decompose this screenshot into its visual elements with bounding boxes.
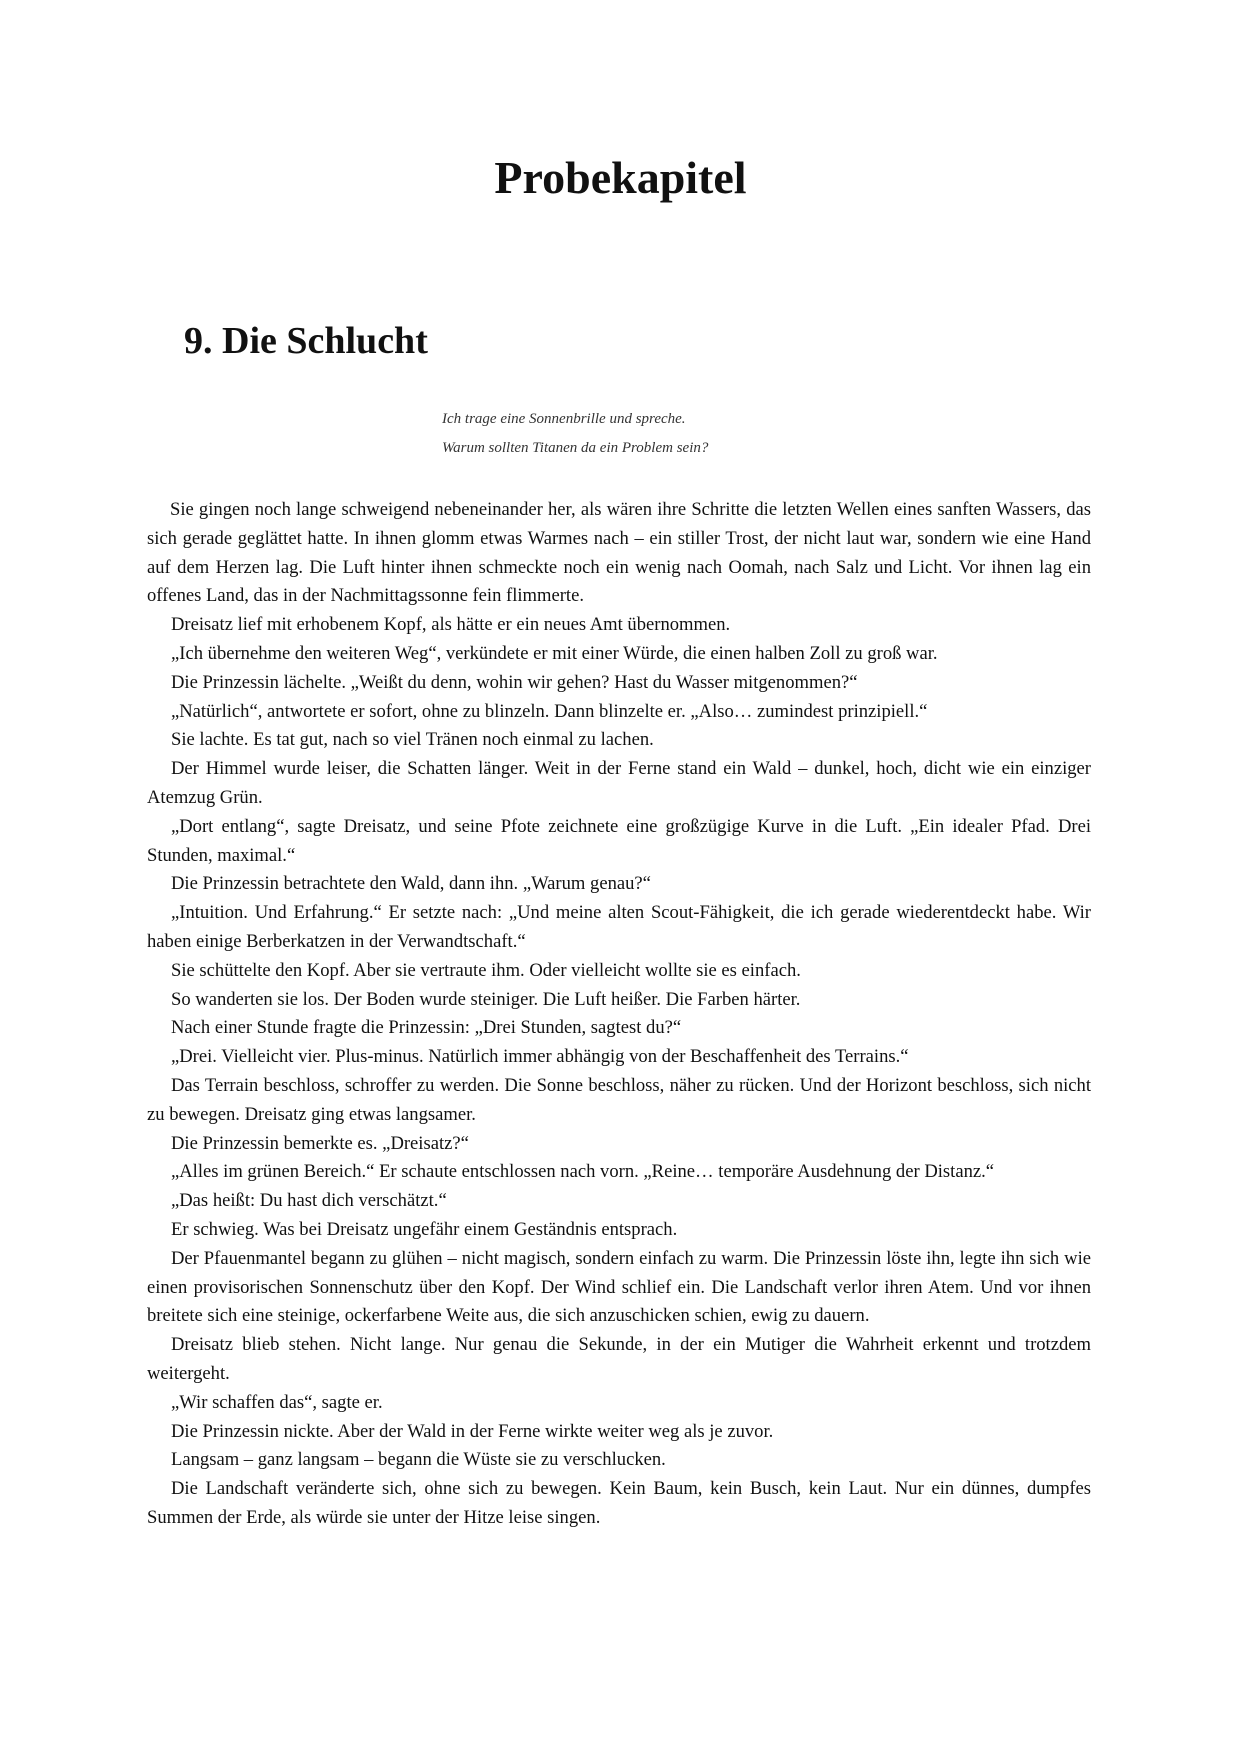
chapter-body xyxy=(147,496,1091,1533)
epigraph xyxy=(442,405,708,463)
paragraph: „Dort entlang“, sagte Dreisatz, und seine Pfote zeichnete eine großzügige Kurve in die Luft. „Ein idealer Pfad. Drei Stunden, maximal.“ xyxy=(147,815,1091,866)
paragraph: „Wir schaffen das“, sagte er. xyxy=(171,1391,383,1413)
paragraph: Das Terrain beschloss, schroffer zu werden. Die Sonne beschloss, näher zu rücken. Und der Horizont beschloss, sich nicht zu bewegen. Dreisatz ging etwas langsamer. xyxy=(147,1074,1091,1125)
paragraph: „Ich übernehme den weiteren Weg“, verkündete er mit einer Würde, die einen halben Zoll zu groß war. xyxy=(171,642,938,664)
paragraph: Sie gingen noch lange schweigend nebeneinander her, als wären ihre Schritte die letzten Wellen eines sanften Wassers, das sich gerade geglättet hatte. In ihnen glomm etwas Warmes nach – ein stiller Trost, der nicht laut war, sondern wie eine Hand auf dem Herzen lag. Die Luft hinter ihnen schmeckte noch ein wenig nach Oomah, nach Salz und Licht. Vor ihnen lag ein offenes Land, das in der Nachmittagssonne fein flimmerte. xyxy=(147,499,1091,607)
paragraph: „Drei. Vielleicht vier. Plus-minus. Natürlich immer abhängig von der Beschaffenheit des Terrains.“ xyxy=(171,1046,909,1068)
paragraph: Der Pfauenmantel begann zu glühen – nicht magisch, sondern einfach zu warm. Die Prinzessin löste ihn, legte ihn sich wie einen provisorischen Sonnenschutz über den Kopf. Der Wind schlief ein. Die Landschaft verlor ihren Atem. Und vor ihnen breitete sich eine steinige, ockerfarbene Weite aus, die sich anzuschicken schien, ewig zu dauern. xyxy=(147,1247,1091,1327)
paragraph: Sie lachte. Es tat gut, nach so viel Tränen noch einmal zu lachen. xyxy=(171,729,654,751)
paragraph: „Das heißt: Du hast dich verschätzt.“ xyxy=(171,1190,447,1212)
paragraph: Der Himmel wurde leiser, die Schatten länger. Weit in der Ferne stand ein Wald – dunkel, hoch, dicht wie ein einziger Atemzug Grün. xyxy=(147,758,1091,808)
paragraph: Sie schüttelte den Kopf. Aber sie vertraute ihm. Oder vielleicht wollte sie es einfach. xyxy=(171,959,801,981)
paragraph: Dreisatz lief mit erhobenem Kopf, als hätte er ein neues Amt übernommen. xyxy=(171,614,731,636)
paragraph: Die Prinzessin nickte. Aber der Wald in der Ferne wirkte weiter weg als je zuvor. xyxy=(171,1420,774,1442)
paragraph: „Natürlich“, antwortete er sofort, ohne zu blinzeln. Dann blinzelte er. „Also… zumindest prinzipiell.“ xyxy=(171,700,928,722)
book-title: Probekapitel xyxy=(494,152,747,203)
chapter-title: 9. Die Schlucht xyxy=(184,320,428,362)
paragraph: „Alles im grünen Bereich.“ Er schaute entschlossen nach vorn. „Reine… temporäre Ausdehnung der Distanz.“ xyxy=(171,1161,995,1183)
paragraph: Dreisatz blieb stehen. Nicht lange. Nur genau die Sekunde, in der ein Mutiger die Wahrheit erkennt und trotzdem weitergeht. xyxy=(147,1334,1091,1384)
paragraph: Er schwieg. Was bei Dreisatz ungefähr einem Geständnis entsprach. xyxy=(171,1218,678,1240)
paragraph: Die Prinzessin betrachtete den Wald, dann ihn. „Warum genau?“ xyxy=(171,873,651,895)
epigraph-line: Warum sollten Titanen da ein Problem sein? xyxy=(442,440,709,456)
paragraph: Die Prinzessin lächelte. „Weißt du denn, wohin wir gehen? Hast du Wasser mitgenommen?“ xyxy=(171,671,858,693)
paragraph: Die Landschaft veränderte sich, ohne sich zu bewegen. Kein Baum, kein Busch, kein Laut. Nur ein dünnes, dumpfes Summen der Erde, als würde sie unter der Hitze leise singen. xyxy=(147,1478,1091,1528)
paragraph: Nach einer Stunde fragte die Prinzessin: „Drei Stunden, sagtest du?“ xyxy=(171,1017,682,1039)
paragraph: Die Prinzessin bemerkte es. „Dreisatz?“ xyxy=(171,1132,469,1154)
paragraph: So wanderten sie los. Der Boden wurde steiniger. Die Luft heißer. Die Farben härter. xyxy=(171,988,801,1010)
paragraph: „Intuition. Und Erfahrung.“ Er setzte nach: „Und meine alten Scout-Fähigkeit, die ich gerade wiederentdeckt habe. Wir haben einige Berberkatzen in der Verwandtschaft.“ xyxy=(147,902,1091,952)
epigraph-line: Ich trage eine Sonnenbrille und spreche. xyxy=(442,411,686,427)
paragraph: Langsam – ganz langsam – begann die Wüste sie zu verschlucken. xyxy=(171,1449,666,1471)
